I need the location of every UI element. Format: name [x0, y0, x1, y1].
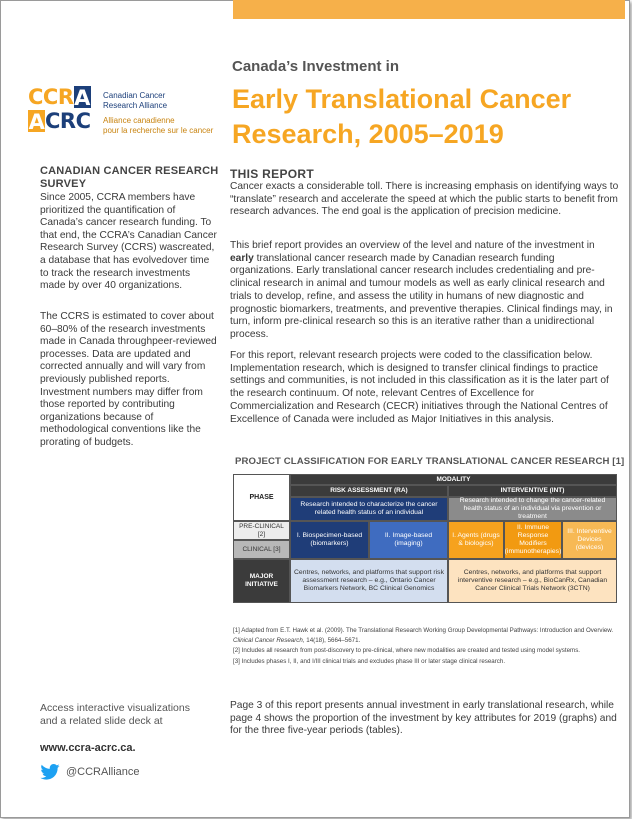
survey-paragraph-2: The CCRS is estimated to cover about 60–80% of the research investments made in Canada throughpeer-reviewed processes. Data are updated and corrected annually and will vary from previously published reports. Investment numbers may differ from those reported by contributing organizations because of methodological conventions like the prorating of budgets.: [40, 311, 217, 448]
interventive-header: INTERVENTIVE (INT): [448, 485, 617, 497]
logo-letter: A: [74, 86, 90, 110]
phase-header: PHASE: [249, 493, 274, 501]
phase-clinical: CLINICAL [3]: [233, 540, 290, 559]
footnote-3: [3] Includes phases I, II, and I/III clinical trials and excludes phase III or later stage clinical research.: [233, 657, 506, 665]
modality-header: MODALITY: [290, 474, 617, 485]
report-p2-emphasis: early: [230, 252, 254, 264]
footnote-1: [233, 626, 625, 646]
twitter-handle: @CCRAlliance: [66, 766, 140, 778]
website-link[interactable]: www.ccra-acrc.ca.: [40, 742, 136, 754]
top-accent-bar: [233, 0, 625, 19]
int-devices-cell: III. Interventive Devices (devices): [562, 521, 617, 559]
logo-wordmark: [103, 91, 213, 135]
access-note: Access interactive visualizations and a related slide deck at: [40, 702, 190, 727]
ra-biospecimen-cell: I. Biospecimen-based (biomarkers): [290, 521, 369, 559]
logo-letter: R: [59, 109, 76, 133]
logo-mark: [28, 85, 100, 133]
survey-heading: CANADIAN CANCER RESEARCH SURVEY: [40, 165, 219, 190]
int-immune-cell: II. Immune Response Modifiers (immunotherapies): [504, 521, 562, 559]
logo-letter: C: [42, 85, 58, 109]
report-p2-rest: translational cancer research made by Canadian research funding organizations. Early translational cancer research includes credentialing and pre-clinical research in animal and tumour models as well as early clinical research and trials to develop, refine, and assess the utility in humans of new diagnostic and prognostic biomarkers, treatments, and preventive therapies. Clinical findings may, in turn, inform pre-clinical research so this is an iterative rather than a unidirectional process.: [230, 252, 613, 340]
logo-fr-line1: Alliance canadienne: [103, 116, 175, 125]
phase-header-cell: [233, 474, 290, 521]
title-line1: Early Translational Cancer: [232, 84, 572, 114]
report-heading: THIS REPORT: [230, 167, 314, 181]
risk-assessment-description: Research intended to characterize the cancer related health status of an individual: [290, 497, 448, 521]
ccra-logo: [28, 85, 218, 135]
footnote-2: [2] Includes all research from post-discovery to pre-clinical, where new modalities are created and tested using model systems.: [233, 647, 581, 655]
risk-assessment-header: RISK ASSESSMENT (RA): [290, 485, 448, 497]
title-line2: Research, 2005–2019: [232, 119, 504, 149]
logo-letter: C: [75, 109, 91, 133]
classification-table: [233, 474, 617, 624]
footnote-1-end: 14(18), 5664–5671.: [304, 637, 361, 645]
report-paragraph-3: For this report, relevant research projects were coded to the classification below. Implementation research, which is designed to transfer clinical findings to practice settings and communities, is not included in this classification as it is the later part of the research continuum. Of note, relevant Centres of Excellence for Commercialization and Research (CECR) initiatives through the National Centres of Excellence of Canada were included as Major Initiatives in this analysis.: [230, 350, 609, 425]
report-p2-start: This brief report provides an overview of the level and nature of the investment in: [230, 240, 595, 251]
report-paragraph-4: Page 3 of this report presents annual investment in early translational research, while page 4 shows the proportion of the investment by key attributes for 2019 (graphs) and for the three five-year periods (tables).: [230, 700, 617, 737]
twitter-bird-icon: [40, 764, 60, 780]
logo-en-line1: Canadian Cancer: [103, 91, 166, 100]
table-title: PROJECT CLASSIFICATION FOR EARLY TRANSLATIONAL CANCER RESEARCH [1]: [235, 456, 625, 467]
twitter-link[interactable]: [40, 764, 140, 780]
report-paragraph-2: [230, 240, 620, 342]
survey-paragraph-1: Since 2005, CCRA members have prioritized the quantification of Canada’s cancer research funding. To that end, the CCRA’s Canadian Cancer Research Survey (CCRS) wascreated, a database that has evolvedover time to track the research investments made by over 40 organizations.: [40, 192, 217, 292]
interventive-description: Research intended to change the cancer-related health status of an individual via prevention or treatment: [448, 497, 617, 521]
report-paragraph-1: Cancer exacts a considerable toll. There is increasing emphasis on identifying ways to “translate” research and accelerate the speed at which the public starts to benefit from research advances. The end goal is the application of precision medicine.: [230, 181, 619, 218]
title-kicker: Canada’s Investment in: [232, 58, 399, 75]
table-footnotes: [233, 626, 625, 667]
int-major-initiative: Centres, networks, and platforms that support interventive research – e.g., BioCanRx, Canadian Cancer Clinical Trials Network (3CTN): [448, 559, 617, 603]
logo-letter: C: [28, 85, 43, 109]
int-agents-cell: I. Agents (drugs & biologics): [448, 521, 504, 559]
logo-letter: A: [28, 110, 45, 134]
logo-letter: R: [57, 85, 74, 109]
footnote-1-text: [1] Adapted from E.T. Hawk et al. (2009). The Translational Research Working Group Developmental Pathways: Introduction and Overview.: [233, 627, 614, 634]
phase-major-initiative: MAJOR INITIATIVE: [233, 559, 290, 603]
phase-pre-clinical: PRE-CLINICAL [2]: [233, 521, 290, 540]
footnote-1-journal: Clinical Cancer Research,: [233, 637, 305, 645]
ra-image-cell: II. Image-based (imaging): [369, 521, 448, 559]
page-title: [232, 82, 622, 152]
logo-letter: C: [45, 109, 60, 133]
logo-fr-line2: pour la recherche sur le cancer: [103, 125, 214, 135]
logo-en-line2: Research Alliance: [103, 100, 168, 110]
ra-major-initiative: Centres, networks, and platforms that support risk assessment research – e.g., Ontario Cancer Biomarkers Network, BC Clinical Genomics: [290, 559, 448, 603]
